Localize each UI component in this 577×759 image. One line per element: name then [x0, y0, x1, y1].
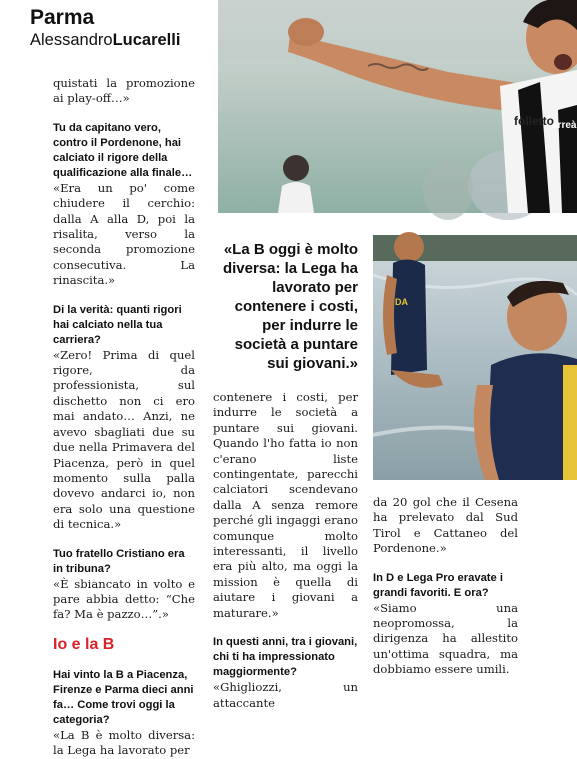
answer-paragraph: contenere i costi, per indurre le società a puntare sui giovani. Quando l'ho fatta io non c'erano liste contingentate, parecchi calciatori scendevano dalla A senza remore perché gli ingaggi erano comunque molto interessanti, il livello era più alto, ma oggi la mission è quella di aiutare i giovani a maturare.» [213, 390, 358, 620]
text-column-2 [213, 390, 358, 711]
interview-question: Tuo fratello Cristiano era in tribuna? [53, 547, 185, 575]
answer-paragraph: quistati la promozione ai play-off…» [53, 76, 195, 106]
player-last-name: Lucarelli [112, 31, 181, 49]
answer-paragraph: «Ghigliozzi, un attaccante [213, 680, 358, 710]
training-photo [373, 235, 577, 480]
interview-question: In D e Lega Pro eravate i grandi favoriti. E ora? [373, 571, 503, 599]
section-heading: Io e la B [53, 635, 115, 653]
text-column-3 [373, 495, 518, 678]
article-header [30, 6, 220, 50]
answer-paragraph: da 20 gol che il Cesena ha prelevato dal Sud Tirol e Cattaneo del Pordenone.» [373, 495, 518, 556]
team-name: Parma [30, 6, 95, 29]
shirt-letters: DA [395, 297, 408, 307]
player-name [30, 30, 220, 50]
answer-paragraph: «Zero! Prima di quel rigore, da professionista, sul dischetto non ci ero mai andato… Anzi, ne avevo sbagliati due su due nella Primavera del Piacenza, però in quel momento sulla palla dovevo andarci io, non era solo una questione di tecnica.» [53, 347, 195, 532]
player-first-name: Alessandro [30, 31, 113, 49]
sponsor-text: folletto [514, 114, 554, 128]
interview-question: Di la verità: quanti rigori hai calciato nella tua carriera? [53, 303, 182, 346]
answer-paragraph: «La B è molto diversa: la Lega ha lavorato per [53, 727, 195, 758]
interview-question: Tu da capitano vero, contro il Pordenone, hai calciato il rigore della qualificazione alla finale… [53, 121, 193, 179]
kit-brand-text: erreà [552, 120, 577, 131]
answer-paragraph: «È sbiancato in volto e pare abbia detto: “Che fa? Ma è pazzo…”.» [53, 576, 195, 622]
answer-paragraph: «Era un po' come chiudere il cerchio: dalla A alla D, poi la risalita, verso la seconda promozione consecutiva. La rinascita.» [53, 180, 195, 288]
interview-question: In questi anni, tra i giovani, chi ti ha impressionato maggiormente? [213, 636, 358, 679]
celebration-photo [218, 0, 577, 213]
interview-question: Hai vinto la B a Piacenza, Firenze e Parma dieci anni fa… Come trovi oggi la categoria? [53, 668, 194, 726]
answer-paragraph: «Siamo una neopromossa, la dirigenza ha allestito un'ottima squadra, ma dobbiamo essere umili. [373, 600, 518, 677]
pull-quote: «La B oggi è molto diversa: la Lega ha lavorato per contenere i costi, per indurre le società a puntare sui giovani.» [222, 241, 358, 372]
text-column-1 [53, 76, 195, 759]
